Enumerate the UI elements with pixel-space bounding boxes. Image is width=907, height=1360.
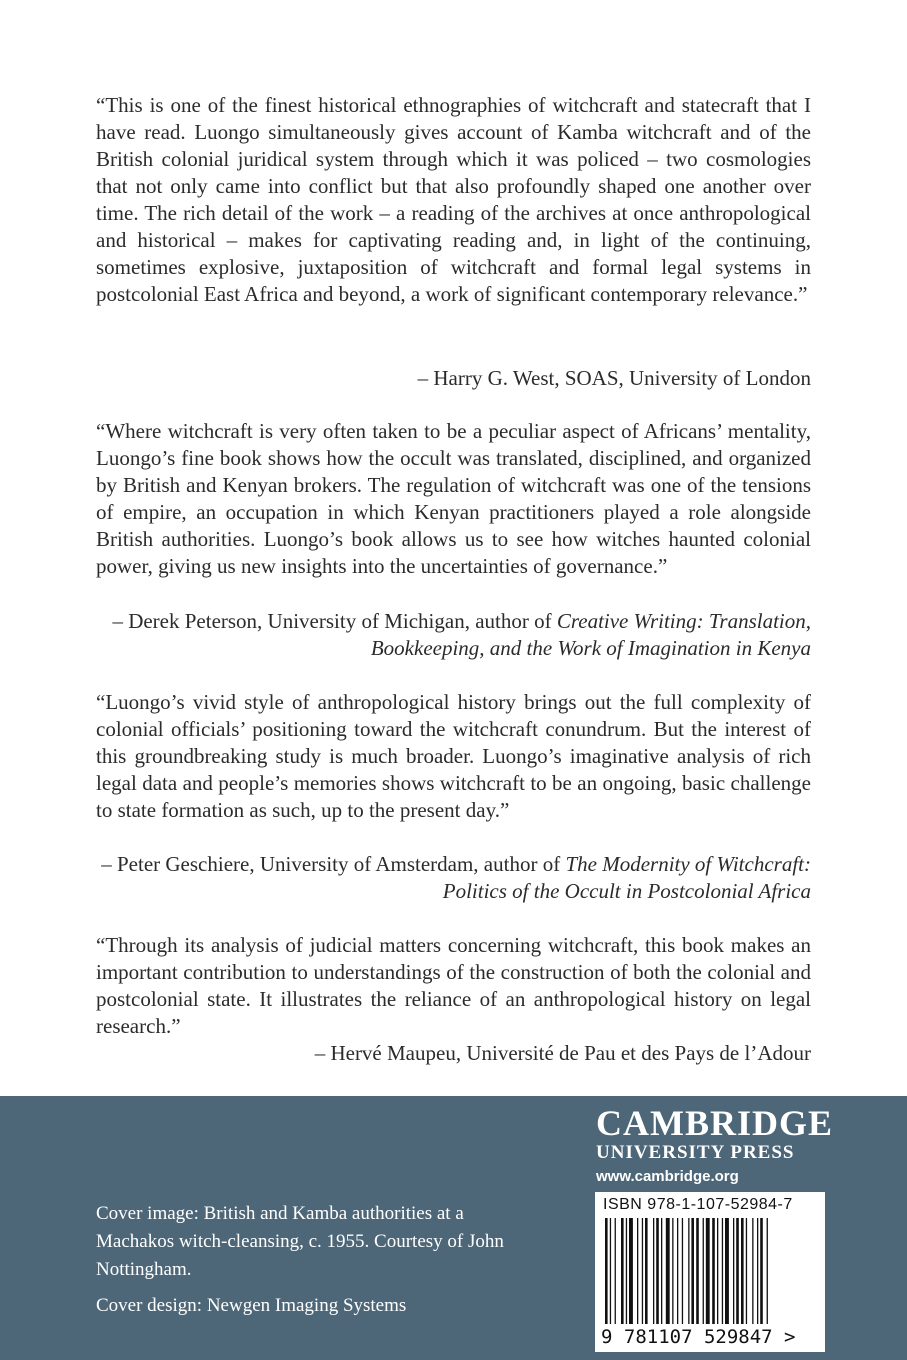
blurb-attribution-4 <box>96 1040 811 1067</box>
barcode-icon <box>605 1218 815 1328</box>
cover-image-credit: Cover image: British and Kamba authorities at a Machakos witch-cleansing, c. 1955. Courtesy of John Nottingham. <box>96 1203 504 1280</box>
isbn-label: ISBN 978-1-107-52984-7 <box>603 1196 793 1213</box>
publisher-website: www.cambridge.org <box>596 1168 739 1185</box>
attribution-text: – Peter Geschiere, University of Amsterdam, author of <box>101 852 561 876</box>
isbn-barcode <box>595 1192 825 1352</box>
blurb-quote-4: “Through its analysis of judicial matters concerning witchcraft, this book makes an important contribution to understandings of the construction of both the colonial and postcolonial state. It illustrates the reliance of an anthropological history on legal research.” <box>96 933 811 1038</box>
cover-credits <box>96 1200 516 1320</box>
publisher-band <box>0 1096 907 1360</box>
blurb-attribution-2 <box>96 608 811 662</box>
barcode-digits: 9 781107 529847 > <box>601 1326 796 1348</box>
attribution-text: – Hervé Maupeu, Université de Pau et des Pays de l’Adour <box>314 1041 811 1065</box>
blurb-quote-3: “Luongo’s vivid style of anthropological history brings out the full complexity of colonial officials’ positioning toward the witchcraft conundrum. But the interest of this groundbreaking study is much broader. Luongo’s imaginative analysis of rich legal data and people’s memories shows witchcraft to be an ongoing, basic challenge to state formation as such, up to the present day.” <box>96 690 811 822</box>
attribution-text: – Derek Peterson, University of Michigan, author of <box>112 609 552 633</box>
blurb-attribution-3 <box>96 851 811 905</box>
publisher-logo <box>596 1103 834 1188</box>
work-title: Creative Writing: Translation, Bookkeeping, and the Work of Imagination in Kenya <box>370 609 811 660</box>
publisher-subtitle: UNIVERSITY PRESS <box>596 1142 795 1163</box>
attribution-text: – Harry G. West, SOAS, University of London <box>417 366 811 390</box>
blurb-quote-1: “This is one of the finest historical ethnographies of witchcraft and statecraft that I have read. Luongo simultaneously gives account of Kamba witchcraft and of the British colonial juridical system through which it was policed – two cosmologies that not only came into conflict but that also profoundly shaped one another over time. The rich detail of the work – a reading of the archives at once anthropological and historical – makes for captivating reading and, in light of the continuing, sometimes explosive, juxtaposition of witchcraft and formal legal systems in postcolonial East Africa and beyond, a work of significant contemporary relevance.” <box>96 93 811 306</box>
cover-design-credit: Cover design: Newgen Imaging Systems <box>96 1295 407 1316</box>
publisher-name: CAMBRIDGE <box>596 1103 834 1143</box>
blurb-attribution-1 <box>96 365 811 392</box>
work-title: The Modernity of Witchcraft: Politics of the Occult in Postcolonial Africa <box>442 852 811 903</box>
blurb-quote-2: “Where witchcraft is very often taken to be a peculiar aspect of Africans’ mentality, Luongo’s fine book shows how the occult was translated, disciplined, and organized by British and Kenyan brokers. The regulation of witchcraft was one of the tensions of empire, an occupation in which Kenyan practitioners played a role alongside British authorities. Luongo’s book allows us to see how witches haunted colonial power, giving us new insights into the uncertainties of governance.” <box>96 419 811 578</box>
